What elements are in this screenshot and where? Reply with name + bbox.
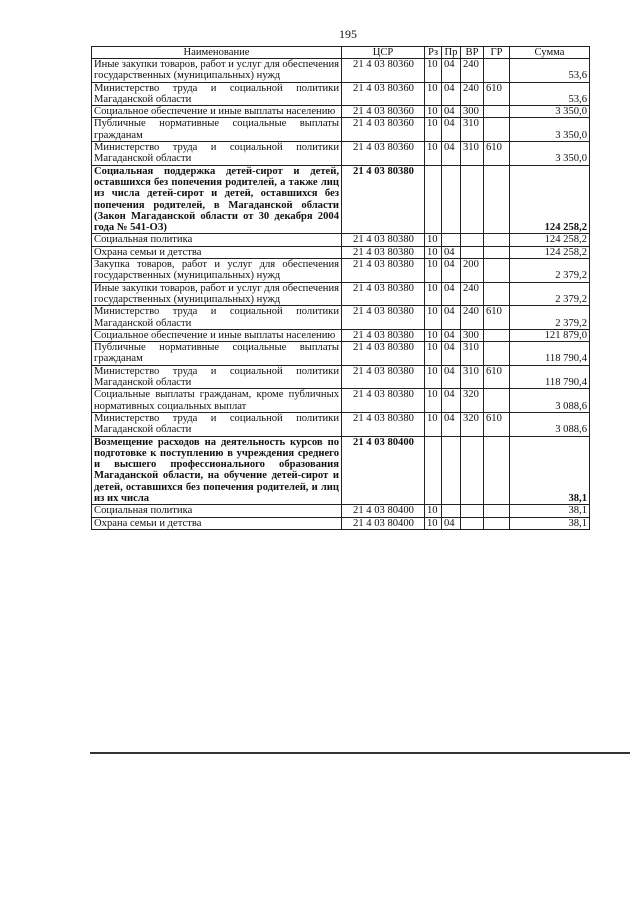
cell-name: Социальные выплаты гражданам, кроме публичных нормативных социальных выплат [92, 389, 342, 413]
cell-vr: 240 [461, 59, 484, 83]
table-row [92, 329, 590, 341]
cell-pr [442, 165, 461, 234]
table-row [92, 234, 590, 246]
table-row [92, 82, 590, 106]
cell-vr [461, 436, 484, 505]
budget-table [91, 46, 590, 530]
cell-vr: 320 [461, 389, 484, 413]
cell-vr: 240 [461, 282, 484, 306]
cell-sum: 124 258,2 [510, 165, 590, 234]
cell-pr: 04 [442, 517, 461, 529]
cell-csr: 21 4 03 80380 [342, 234, 425, 246]
cell-name: Иные закупки товаров, работ и услуг для обеспечения государственных (муниципальных) нужд [92, 59, 342, 83]
cell-vr: 200 [461, 259, 484, 283]
cell-sum: 38,1 [510, 517, 590, 529]
cell-pr: 04 [442, 342, 461, 366]
cell-rz: 10 [425, 246, 442, 258]
cell-csr: 21 4 03 80380 [342, 389, 425, 413]
cell-rz: 10 [425, 329, 442, 341]
cell-vr [461, 165, 484, 234]
column-header-sum: Сумма [510, 47, 590, 59]
cell-gr [484, 329, 510, 341]
column-header-gr: ГР [484, 47, 510, 59]
cell-gr [484, 517, 510, 529]
cell-name: Иные закупки товаров, работ и услуг для обеспечения государственных (муниципальных) нужд [92, 282, 342, 306]
page-bottom-rule [90, 752, 630, 754]
cell-name: Публичные нормативные социальные выплаты гражданам [92, 118, 342, 142]
cell-csr: 21 4 03 80380 [342, 282, 425, 306]
cell-pr: 04 [442, 106, 461, 118]
cell-gr: 610 [484, 142, 510, 166]
table-row [92, 282, 590, 306]
cell-rz: 10 [425, 365, 442, 389]
cell-sum: 118 790,4 [510, 342, 590, 366]
cell-pr: 04 [442, 365, 461, 389]
cell-gr: 610 [484, 306, 510, 330]
cell-sum: 3 350,0 [510, 118, 590, 142]
cell-sum: 3 088,6 [510, 389, 590, 413]
cell-pr [442, 234, 461, 246]
cell-gr: 610 [484, 82, 510, 106]
cell-pr: 04 [442, 389, 461, 413]
cell-csr: 21 4 03 80380 [342, 329, 425, 341]
cell-vr: 310 [461, 365, 484, 389]
cell-sum: 124 258,2 [510, 246, 590, 258]
cell-name: Социальная политика [92, 234, 342, 246]
table-row [92, 106, 590, 118]
cell-pr [442, 436, 461, 505]
cell-rz: 10 [425, 259, 442, 283]
table-row [92, 246, 590, 258]
cell-vr [461, 517, 484, 529]
cell-rz [425, 165, 442, 234]
cell-gr: 610 [484, 365, 510, 389]
table-row [92, 259, 590, 283]
cell-rz: 10 [425, 282, 442, 306]
cell-csr: 21 4 03 80380 [342, 246, 425, 258]
cell-name: Публичные нормативные социальные выплаты гражданам [92, 342, 342, 366]
cell-gr [484, 505, 510, 517]
cell-gr [484, 259, 510, 283]
table-body [92, 59, 590, 530]
cell-name: Социальное обеспечение и иные выплаты населению [92, 329, 342, 341]
table-row [92, 342, 590, 366]
cell-sum: 3 350,0 [510, 106, 590, 118]
cell-pr: 04 [442, 306, 461, 330]
cell-csr: 21 4 03 80360 [342, 118, 425, 142]
table-row [92, 165, 590, 234]
cell-vr [461, 505, 484, 517]
cell-name: Закупка товаров, работ и услуг для обеспечения государственных (муниципальных) нужд [92, 259, 342, 283]
cell-vr: 310 [461, 342, 484, 366]
cell-gr [484, 59, 510, 83]
cell-csr: 21 4 03 80400 [342, 436, 425, 505]
cell-vr: 240 [461, 82, 484, 106]
cell-csr: 21 4 03 80380 [342, 412, 425, 436]
cell-name: Социальная поддержка детей-сирот и детей, оставшихся без попечения родителей, а также лиц из числа детей-сирот и детей, оставшихся без попечения родителей, в Магаданской области (Закон Магаданской области от 30 декабря 2004 года № 541-ОЗ) [92, 165, 342, 234]
cell-csr: 21 4 03 80360 [342, 59, 425, 83]
cell-name: Социальная политика [92, 505, 342, 517]
cell-pr: 04 [442, 412, 461, 436]
cell-rz: 10 [425, 412, 442, 436]
column-header-vr: ВР [461, 47, 484, 59]
cell-pr: 04 [442, 259, 461, 283]
cell-name: Министерство труда и социальной политики Магаданской области [92, 365, 342, 389]
cell-rz: 10 [425, 59, 442, 83]
cell-name: Охрана семьи и детства [92, 246, 342, 258]
cell-rz: 10 [425, 306, 442, 330]
cell-rz: 10 [425, 234, 442, 246]
cell-sum: 2 379,2 [510, 282, 590, 306]
cell-vr: 240 [461, 306, 484, 330]
cell-sum: 53,6 [510, 59, 590, 83]
cell-rz: 10 [425, 517, 442, 529]
cell-vr: 310 [461, 142, 484, 166]
cell-csr: 21 4 03 80400 [342, 517, 425, 529]
cell-name: Возмещение расходов на деятельность курсов по подготовке к поступлению в учреждения среднего и высшего профессионального образования Магаданской области, на обучение детей-сирот и детей, оставшихся без попечения родителей, и лиц из их числа [92, 436, 342, 505]
cell-csr: 21 4 03 80380 [342, 365, 425, 389]
cell-sum: 2 379,2 [510, 259, 590, 283]
cell-gr [484, 106, 510, 118]
cell-rz: 10 [425, 389, 442, 413]
cell-sum: 53,6 [510, 82, 590, 106]
cell-name: Министерство труда и социальной политики Магаданской области [92, 412, 342, 436]
cell-pr: 04 [442, 118, 461, 142]
table-row [92, 365, 590, 389]
cell-sum: 124 258,2 [510, 234, 590, 246]
cell-csr: 21 4 03 80400 [342, 505, 425, 517]
cell-gr [484, 342, 510, 366]
table-row [92, 412, 590, 436]
cell-name: Министерство труда и социальной политики Магаданской области [92, 142, 342, 166]
table-header-row [92, 47, 590, 59]
cell-pr: 04 [442, 329, 461, 341]
cell-vr [461, 246, 484, 258]
cell-csr: 21 4 03 80360 [342, 82, 425, 106]
cell-gr [484, 282, 510, 306]
cell-vr: 320 [461, 412, 484, 436]
cell-csr: 21 4 03 80380 [342, 306, 425, 330]
cell-gr: 610 [484, 412, 510, 436]
column-header-pr: Пр [442, 47, 461, 59]
page-number: 195 [339, 27, 357, 41]
cell-sum: 121 879,0 [510, 329, 590, 341]
table-row [92, 118, 590, 142]
table-row [92, 389, 590, 413]
table-row [92, 59, 590, 83]
cell-vr: 300 [461, 106, 484, 118]
cell-sum: 2 379,2 [510, 306, 590, 330]
cell-gr [484, 246, 510, 258]
cell-name: Министерство труда и социальной политики Магаданской области [92, 82, 342, 106]
cell-gr [484, 436, 510, 505]
cell-rz: 10 [425, 82, 442, 106]
cell-rz: 10 [425, 342, 442, 366]
cell-rz: 10 [425, 142, 442, 166]
table-row [92, 436, 590, 505]
cell-pr: 04 [442, 282, 461, 306]
cell-csr: 21 4 03 80360 [342, 106, 425, 118]
cell-csr: 21 4 03 80360 [342, 142, 425, 166]
cell-vr [461, 234, 484, 246]
table-row [92, 142, 590, 166]
cell-csr: 21 4 03 80380 [342, 165, 425, 234]
cell-rz: 10 [425, 505, 442, 517]
cell-rz: 10 [425, 106, 442, 118]
cell-vr: 300 [461, 329, 484, 341]
column-header-rz: Рз [425, 47, 442, 59]
cell-pr: 04 [442, 246, 461, 258]
cell-gr [484, 165, 510, 234]
table-row [92, 517, 590, 529]
cell-pr: 04 [442, 59, 461, 83]
cell-rz: 10 [425, 118, 442, 142]
cell-gr [484, 389, 510, 413]
cell-sum: 3 350,0 [510, 142, 590, 166]
cell-name: Охрана семьи и детства [92, 517, 342, 529]
cell-sum: 3 088,6 [510, 412, 590, 436]
cell-csr: 21 4 03 80380 [342, 259, 425, 283]
cell-pr [442, 505, 461, 517]
cell-name: Социальное обеспечение и иные выплаты населению [92, 106, 342, 118]
column-header-csr: ЦСР [342, 47, 425, 59]
column-header-name: Наименование [92, 47, 342, 59]
table-row [92, 306, 590, 330]
table-row [92, 505, 590, 517]
cell-rz [425, 436, 442, 505]
cell-gr [484, 118, 510, 142]
cell-name: Министерство труда и социальной политики Магаданской области [92, 306, 342, 330]
cell-pr: 04 [442, 142, 461, 166]
cell-gr [484, 234, 510, 246]
cell-sum: 118 790,4 [510, 365, 590, 389]
cell-sum: 38,1 [510, 505, 590, 517]
cell-pr: 04 [442, 82, 461, 106]
cell-vr: 310 [461, 118, 484, 142]
cell-sum: 38,1 [510, 436, 590, 505]
cell-csr: 21 4 03 80380 [342, 342, 425, 366]
